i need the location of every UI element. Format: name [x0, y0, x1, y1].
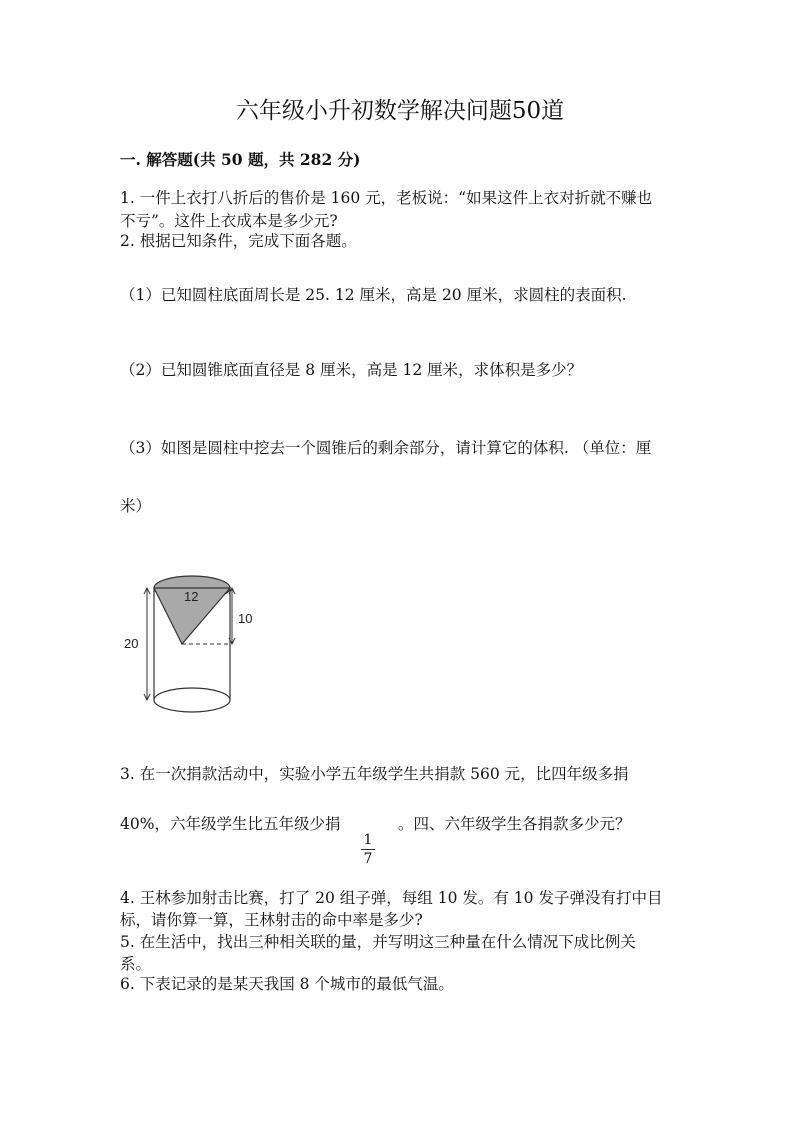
label-diameter-12: 12 [184, 589, 199, 604]
fraction-denominator: 7 [363, 851, 373, 867]
cylinder-cone-figure [118, 568, 268, 718]
question-2-intro: 2. 根据已知条件，完成下面各题。 [120, 232, 357, 250]
question-3-line-2-before: 40%，六年级学生比五年级少捐 [120, 815, 341, 833]
question-6-line-1: 6. 下表记录的是某天我国 8 个城市的最低气温。 [120, 975, 454, 993]
question-4-line-1: 4. 王林参加射击比赛，打了 20 组子弹，每组 10 发。有 10 发子弹没有打中目 [120, 889, 663, 907]
fraction-bar [361, 849, 375, 850]
question-4-line-2: 标，请你算一算，王林射击的命中率是多少? [120, 911, 423, 929]
label-cone-height-10: 10 [238, 611, 253, 626]
label-cylinder-height-20: 20 [124, 636, 139, 651]
page-title: 六年级小升初数学解决问题50道 [235, 98, 565, 124]
question-2-part-3-line-2: 米） [120, 497, 152, 515]
question-1-line-1: 1. 一件上衣打八折后的售价是 160 元，老板说：“如果这件上衣对折就不赚也 [120, 189, 653, 207]
section-heading: 一. 解答题(共 50 题，共 282 分) [120, 150, 361, 169]
question-2-part-2: （2）已知圆锥底面直径是 8 厘米，高是 12 厘米，求体积是多少？ [120, 361, 583, 379]
question-2-part-1: （1）已知圆柱底面周长是 25. 12 厘米，高是 20 厘米，求圆柱的表面积. [120, 286, 627, 304]
fraction-numerator: 1 [363, 832, 373, 848]
question-3-line-1: 3. 在一次捐款活动中，实验小学五年级学生共捐款 560 元，比四年级多捐 [120, 765, 629, 783]
cylinder-bottom-ellipse [154, 688, 230, 712]
fraction-one-seventh [361, 832, 375, 867]
question-5-line-1: 5. 在生活中，找出三种相关联的量，并写明这三种量在什么情况下成比例关 [120, 933, 636, 951]
question-2-part-3-line-1: （3）如图是圆柱中挖去一个圆锥后的剩余部分，请计算它的体积. （单位：厘 [120, 439, 652, 457]
question-1-line-2: 不亏”。这件上衣成本是多少元? [120, 212, 338, 230]
question-3-line-2-after: 。四、六年级学生各捐款多少元？ [398, 815, 631, 833]
question-5-line-2: 系。 [120, 955, 152, 973]
